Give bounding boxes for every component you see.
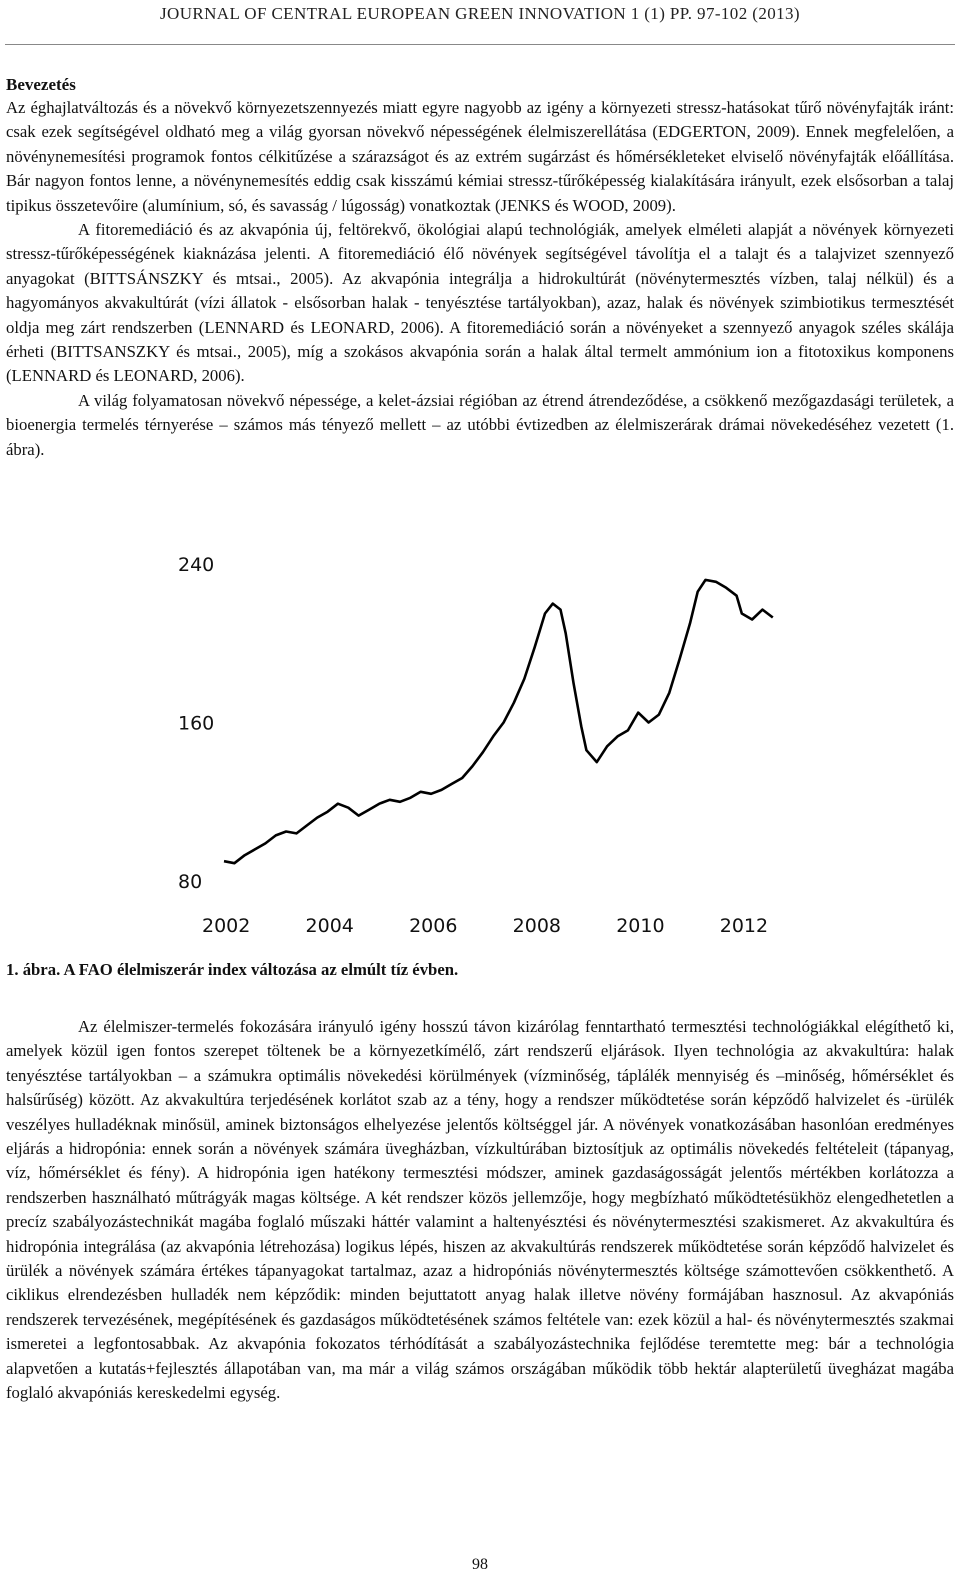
x-tick-label: 2006	[409, 915, 458, 937]
section-heading: Bevezetés	[6, 75, 76, 94]
x-tick-label: 2010	[616, 915, 665, 937]
chart-svg	[150, 548, 790, 946]
y-tick-label: 240	[178, 554, 215, 576]
paragraph-3: A világ folyamatosan növekvő népessége, a kelet-ázsiai régióban az étrend átrendeződése, a csökkenő mezőgazdasági területek, a bioenergia termelés térnyerése – számos más tényező mellett – az utóbbi évtizedben az élelmiszerárak drámai növekedéséhez vezetett (1. ábra).	[6, 390, 954, 459]
x-tick-label: 2002	[202, 915, 251, 937]
figure-caption: 1. ábra. A FAO élelmiszerár index változása az elmúlt tíz évben.	[6, 960, 459, 979]
x-tick-label: 2008	[512, 915, 562, 937]
y-tick-label: 160	[178, 712, 215, 735]
series-layer	[224, 580, 773, 863]
journal-title: JOURNAL OF CENTRAL EUROPEAN GREEN INNOVATION 1 (1) PP. 97-102 (2013)	[160, 4, 800, 23]
price-index-line	[224, 580, 773, 863]
paragraph-1: Az éghajlatváltozás és a növekvő környezetszennyezés miatt egyre nagyobb az igény a környezeti stressz-hatásokat tűrő növényfajták iránt: csak ezek segítségével oldható meg a világ gyorsan növekvő népességének élelmiszerellátása (EDGERTON, 2009). Ennek megfelelően, a növénynemesítési programok fontos célkitűzése a szárazságot és az extrém sugárzást és hőmérsékleteket elviselő növényfajták előállítása. Bár nagyon fontos lenne, a növénynemesítés eddig csak kisszámú kémiai stressz-tűrőképesség kialakítására irányult, ezek elsősorban a talaj tipikus összetevőire (alumínium, só, és savasság / lúgosság) vonatkoztak (JENKS és WOOD, 2009).	[6, 98, 954, 215]
x-axis-ticks	[202, 915, 768, 937]
intro-text-block	[6, 96, 954, 462]
header-rule	[5, 44, 955, 45]
y-axis-ticks	[178, 554, 214, 893]
page-number: 98	[472, 1556, 488, 1573]
paragraph-4: Az élelmiszer-termelés fokozására irányuló igény hosszú távon kizárólag fenntartható termesztési technológiákkal elégíthető ki, amelyek közül igen fontos szerepet töltenek be a környezetkímélő, zárt rendszerű eljárások. Ilyen technológia az akvakultúra: halak tenyésztése tartályokban – a számukra optimális növekedési körülmények (vízminőség, táplálék mennyiség és –minőség, hőmérséklet és halsűrűség) között. Az akvakultúra terjedésének korlátot szab az a tény, hogy a rendszer működtetése során képződő halvizelet és -ürülék veszélyes hulladéknak minősül, aminek biztonságos elhelyezése jelentős költséggel jár. A növények vonatkozásában hasonlóan eredményes eljárás a hidropónia: ennek során a növények számára üvegházban, vízkultúrában biztosítjuk az optimális növekedés feltételeit (tápanyag, víz, hőmérséklet és fény). A hidropónia igen hatékony termesztési módszer, aminek gazdaságosságát jelentős mértékben korlátozza a rendszerben használható műtrágyák magas költsége. A két rendszer közös jellemzője, hogy megbízható működtetésükhöz elengedhetetlen a precíz szabályozástechnikát magába foglaló műszaki háttér valamint a haltenyésztési és növénytermesztési szakismeret. Az akvakultúra és hidropónia integrálása (az akvapónia létrehozása) logikus lépés, hiszen az akvakultúrás rendszerek működtetése során képződő halvizelet és ürülék a növények számára értékes tápanyagokat tartalmaz, azaz a hidropóniás növénytermesztés költsége számottevően csökkenthető. A ciklikus elrendezésben hulladék nem képződik: minden bejuttatott anyag halak illetve növény formájában hasznosul. Az akvapóniás rendszerek tervezésének, megépítésének és gazdaságos működtetésének számos feltétele van: ezek közül a hal- és növénytermesztés szakmai ismeretei a legfontosabbak. Az akvapónia fokozatos térhódítását a szabályozástechnika fejlődése teremtette meg: bár a technológia alapvetően a kutatás+fejlesztés állapotában van, ma már a világ számos országában működik több hektár alapterületű üvegházat magába foglaló akvapóniás kereskedelmi egység.	[6, 1017, 954, 1403]
fao-food-price-chart	[150, 548, 790, 946]
x-tick-label: 2004	[305, 915, 354, 937]
running-header	[0, 4, 960, 24]
y-tick-label: 80	[178, 871, 203, 893]
main-text-block	[6, 1015, 954, 1406]
x-tick-label: 2012	[719, 915, 769, 937]
paragraph-2: A fitoremediáció és az akvapónia új, feltörekvő, ökológiai alapú technológiák, amelyek elméleti alapját a növények környezeti stressz-tűrőképességének kiaknázása jelenti. A fitoremediáció élő növények segítségével távolítja el a talajt és a talajvizet szennyező anyagokat (BITTSÁNSZKY és mtsai., 2005). Az akvapónia integrálja a hidrokultúrát (növénytermesztés vízben, talaj nélkül) és a hagyományos akvakultúrát (vízi állatok - elsősorban halak - tenyésztése tartályokban), azaz, halak és növények szimbiotikus termesztését oldja meg zárt rendszerben (LENNARD és LEONARD, 2006). A fitoremediáció során a növényeket a szennyező anyagok széles skálája érheti (BITTSANSZKY és mtsai., 2005), míg a szokásos akvapónia során a halak által termelt ammónium ion a fitotoxikus komponens (LENNARD és LEONARD, 2006).	[6, 220, 954, 386]
